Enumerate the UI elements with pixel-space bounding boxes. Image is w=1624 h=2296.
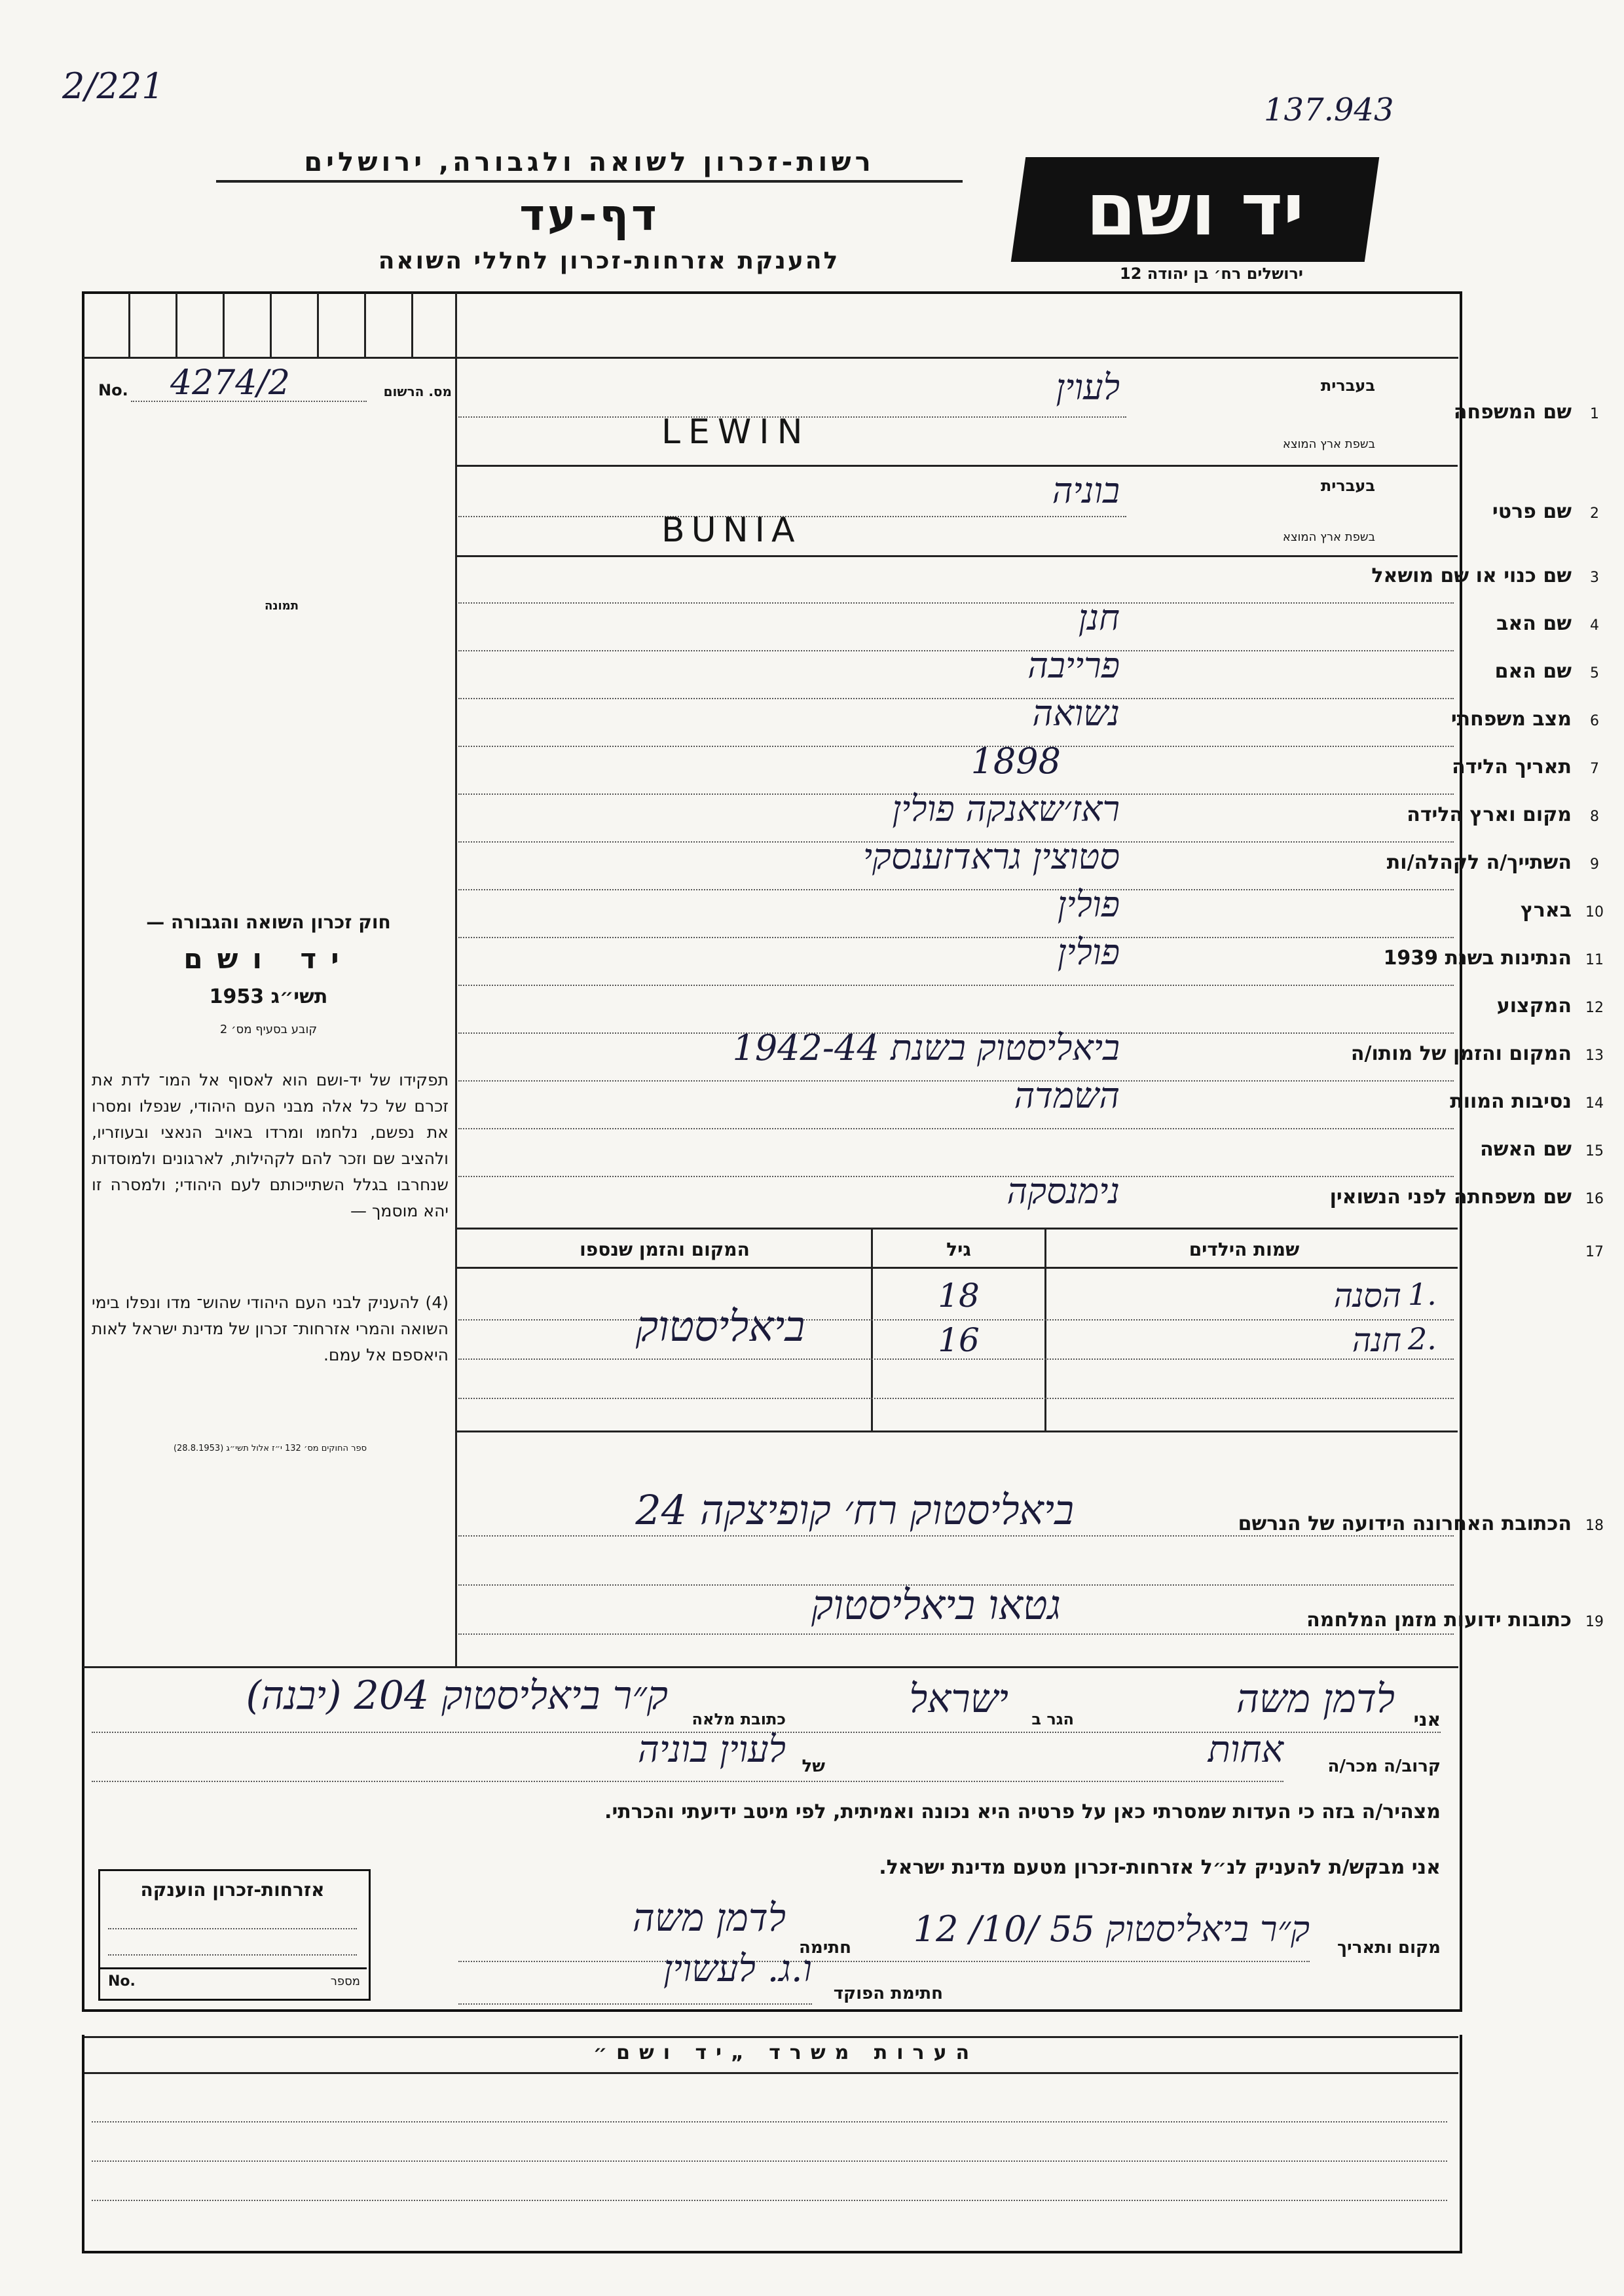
value-birth-date: 1898 — [970, 740, 1061, 782]
declarant-living-label: הגר ב — [1031, 1710, 1074, 1728]
field-sub-origin: בשפת ארץ המוצא — [1282, 530, 1375, 544]
child-age-1: 18 — [938, 1277, 980, 1315]
line — [458, 2003, 812, 2005]
field-num: 2 — [1590, 505, 1599, 522]
row-line — [457, 1228, 1458, 1230]
header-address: ירושלים רח׳ בן יהודה 12 — [1120, 264, 1303, 283]
field-num: 8 — [1590, 809, 1599, 825]
value-marital: נשואה — [1032, 693, 1120, 734]
value-nationality: פולין — [1057, 932, 1120, 973]
field-num: 16 — [1585, 1191, 1604, 1207]
children-header-place: המקום והזמן שנספו — [580, 1239, 750, 1260]
signature-label: חתימה — [799, 1938, 851, 1958]
line — [458, 1128, 1454, 1129]
line — [458, 1398, 1454, 1399]
field-label-nationality: הנתינות בשנת 1939 — [1383, 947, 1572, 970]
value-community: סטוצין גראדזענסקי — [862, 836, 1120, 877]
declarant-of-value: לעוין בוניה — [638, 1728, 786, 1771]
field-label-father: שם האב — [1496, 612, 1572, 635]
children-place: ביאליסטוק — [635, 1303, 805, 1351]
signature-value: לדמן משה — [632, 1895, 786, 1940]
value-father: חנן — [1078, 597, 1120, 638]
field-num: 15 — [1585, 1143, 1604, 1159]
field-num: 19 — [1585, 1614, 1604, 1630]
declarant-name: לדמן משה — [1236, 1676, 1395, 1722]
field-num: 6 — [1590, 713, 1599, 729]
field-num: 5 — [1590, 665, 1599, 682]
line — [458, 1633, 1454, 1635]
field-label-first-name: שם פרטי — [1492, 500, 1572, 523]
field-label-mother: שם האם — [1494, 660, 1572, 683]
field-num: 14 — [1585, 1095, 1604, 1112]
check-boxes — [83, 293, 455, 357]
field-num: 3 — [1590, 570, 1599, 586]
authority-line: רשות-זכרון לשואה ולגבורה, ירושלים — [216, 147, 963, 183]
remarks-frame — [82, 2035, 1462, 2253]
field-label-death-place-time: המקום והזמן של מותו/ה — [1350, 1042, 1572, 1065]
stamp-box-title: אזרחות-זכרון הוענקה — [140, 1879, 325, 1901]
value-death-circumstances: השמדה — [1014, 1075, 1120, 1116]
field-num: 9 — [1590, 856, 1599, 873]
photo-label: תמונה — [264, 599, 299, 613]
value-last-address: ביאליסטוק רח׳ קופיצקה 24 — [635, 1486, 1074, 1534]
law-clause: קובע בסעיף מס׳ 2 — [219, 1023, 318, 1036]
value-surname-hebrew: לעוין — [1056, 367, 1120, 408]
place-date-value: ק״ר ביאליסטוק 55 /10/ 12 — [913, 1908, 1310, 1950]
children-header-age: גיל — [946, 1239, 971, 1260]
value-first-name-latin: BUNIA — [661, 511, 802, 550]
value-country: פולין — [1057, 884, 1120, 925]
stamp-box-no: No. — [108, 1973, 136, 1990]
declarant-i-label: אני — [1413, 1709, 1441, 1730]
field-label-last-address: הכתובת האחרונה הידועה של הנרשם — [1238, 1512, 1572, 1535]
children-col-age-right — [1044, 1228, 1046, 1430]
field-label-country: בארץ — [1520, 899, 1572, 922]
child-name-1: הסנה — [1333, 1277, 1401, 1315]
value-mother: פרייבה — [1027, 645, 1120, 686]
declarant-of-label: של — [802, 1757, 825, 1776]
field-num: 12 — [1585, 1000, 1604, 1016]
stamp-box-number-label: מספר — [330, 1975, 360, 1988]
officer-signature: ו.ג. לעשוין — [663, 1948, 812, 1990]
registration-prefix: No. — [98, 381, 128, 399]
declarant-relative-label: קרוב/ה מכר/ה — [1327, 1757, 1441, 1776]
children-header-line — [457, 1267, 1458, 1269]
stamp-box-line — [108, 1928, 357, 1929]
field-num: 13 — [1585, 1048, 1604, 1064]
field-num: 7 — [1590, 761, 1599, 777]
field-label-death-circumstances: נסיבות המוות — [1450, 1090, 1572, 1113]
logo-text: יד ושם — [1086, 168, 1304, 251]
declarant-address: ק״ר ביאליסטוק 204 (יבנה) — [246, 1673, 668, 1719]
doc-title: דף-עד — [519, 190, 659, 240]
field-label-alias: שם כנוי או שם מושאל — [1371, 564, 1572, 587]
place-date-label: מקום ותאריך — [1337, 1938, 1441, 1958]
row-line — [457, 555, 1458, 557]
declarant-living-in: ישראל — [909, 1676, 1008, 1722]
field-label-surname: שם המשפחה — [1453, 401, 1572, 424]
value-war-address: גטאו ביאליסטוק — [811, 1581, 1061, 1629]
law-text-2: תפקידו של יד-ושם הוא לאסוף אל המו־ לדת את זכרם של כל אלה מבני העם היהודי, שנפלו ומסרו את נפשם, נלחמו ומרדו באויב הנאצי ובעוזריו, ולהציב שם וזכר להם לקהילות, לארגונים ולמוסדות שנחרבו בגלל השתייכותם לעם היהודי; ולמסרה זו יהא מוסמך — — [92, 1070, 449, 1220]
child-index-1: 1. — [1408, 1277, 1437, 1312]
child-age-2: 16 — [938, 1321, 980, 1359]
value-birth-place: ראז׳שאנקה פולין — [892, 788, 1120, 829]
statement-1: מצהיר/ה בזה כי העדות שמסרתי כאן על פרטיה היא נכונה ואמיתית, לפי מיטב ידיעתי והכרתי. — [604, 1800, 1441, 1823]
registration-label: מס. הרשום — [383, 384, 452, 399]
statement-2: אני מבקש/ת להעניק לנ״ל אזרחות-זכרון מטעם מדינת ישראל. — [879, 1856, 1441, 1879]
field-sub-hebrew: בעברית — [1320, 376, 1375, 395]
law-heading: חוק זכרון השואה והגבורה — — [146, 911, 391, 933]
doc-subtitle: להענקת אזרחות-זכרון לחללי השואה — [378, 247, 840, 274]
row-line — [457, 465, 1458, 467]
value-maiden-name: נימנסקה — [1006, 1171, 1120, 1212]
remarks-title: הערות משרד „יד ושם״ — [593, 2041, 979, 2064]
law-footnote: ספר החוקים מס׳ 132 י״ז אלול תשי״ג (28.8.1953) — [173, 1444, 367, 1453]
field-label-birth-date: תאריך הלידה — [1452, 756, 1572, 778]
field-label-birth-place: מקום וארץ הלידה — [1407, 803, 1572, 826]
field-label-maiden-name: שם משפחתה לפני הנשואין — [1329, 1186, 1572, 1209]
field-sub-origin: בשפת ארץ המוצא — [1282, 437, 1375, 451]
field-label-wife-name: שם האשה — [1480, 1138, 1572, 1161]
law-text-4: (4) להעניק לבני העם היהודי שהוש־ מדו ונפלו בימי השואה והמרי אזרחות־ זכרון של מדינת ישראל לאות היאספם אל עמם. — [92, 1293, 449, 1364]
field-label-marital: מצב משפחתי — [1450, 708, 1572, 731]
children-header-names: שמות הילדים — [1189, 1239, 1300, 1260]
line — [458, 985, 1454, 986]
field-num: 4 — [1590, 617, 1599, 634]
value-surname-latin: LEWIN — [661, 412, 811, 452]
corner-note-right: 137.943 — [1264, 92, 1394, 128]
value-death-place-time: ביאליסטוק בשנת 1942-44 — [732, 1027, 1120, 1068]
field-sub-hebrew: בעברית — [1320, 477, 1375, 495]
field-label-war-address: כתובות ידועות מזמן המלחמה — [1306, 1609, 1572, 1631]
stamp-box-line — [108, 1954, 357, 1956]
corner-note-left: 2/221 — [62, 65, 164, 107]
field-num: 17 — [1585, 1244, 1604, 1260]
registration-value: 4274/2 — [170, 363, 290, 403]
child-name-2: חנה — [1352, 1321, 1401, 1359]
value-first-name-hebrew: בוניה — [1052, 470, 1120, 511]
field-label-profession: המקצוע — [1496, 994, 1572, 1017]
law-year: תשי״ג 1953 — [209, 985, 328, 1008]
row-line — [457, 1430, 1458, 1432]
line — [458, 1535, 1454, 1537]
field-num: 11 — [1585, 952, 1604, 968]
child-index-2: 2. — [1408, 1321, 1437, 1357]
field-num: 1 — [1590, 406, 1599, 422]
declarant-addr-label: כתובת מלאה — [692, 1710, 786, 1728]
declarant-relation: אחות — [1208, 1728, 1283, 1771]
officer-label: חתימת הפוקד — [833, 1984, 943, 2003]
left-col-divider — [455, 293, 457, 1667]
line — [92, 1781, 1283, 1782]
field-num: 10 — [1585, 904, 1604, 920]
law-name: יד ושם — [183, 943, 354, 975]
section-line — [83, 1666, 1458, 1668]
field-num: 18 — [1585, 1518, 1604, 1534]
field-label-community: השתייך/ה לקהלה/ות — [1386, 851, 1572, 874]
top-strip-line — [83, 357, 1458, 359]
